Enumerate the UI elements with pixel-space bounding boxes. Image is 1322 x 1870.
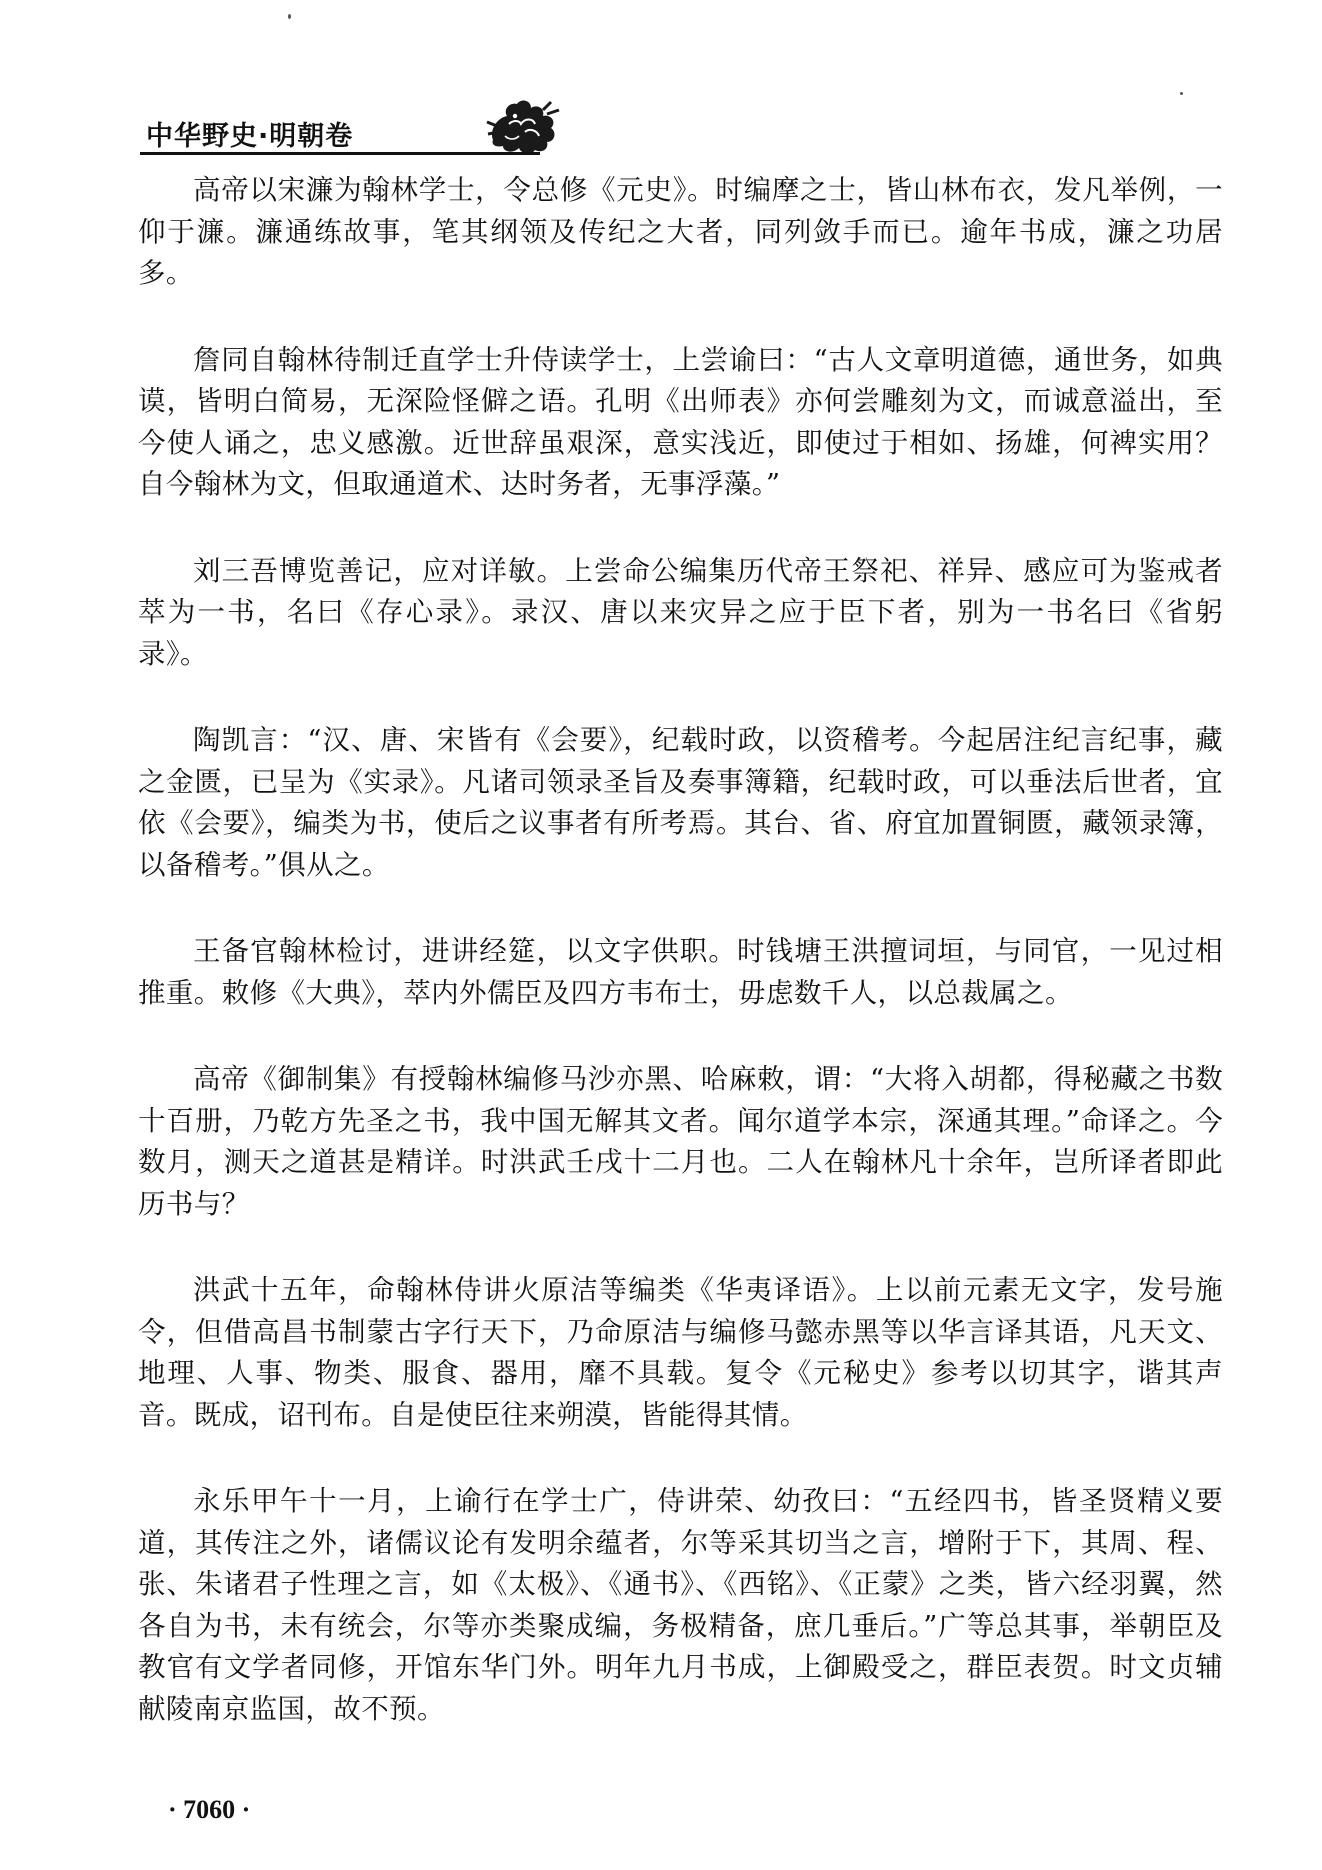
page-number: · 7060 ·	[168, 1795, 251, 1824]
paragraph: 永乐甲午十一月，上谕行在学士广，侍讲荣、幼孜曰：“五经四书，皆圣贤精义要道，其传注之外，诸儒议论有发明余蕴者，尔等采其切当之言，增附于下，其周、程、张、朱诸君子性理之言，如《太极》、《通书》、《西铭》、《正蒙》之类，皆六经羽翼，然各自为书，未有统会，尔等亦类聚成编，务极精备，庶几垂后。”广等总其事，举朝臣及教官有文学者同修，开馆东华门外。明年九月书成，上御殿受之，群臣表贺。时文贞辅献陵南京监国，故不预。	[138, 1485, 1223, 1725]
paragraph: 刘三吾博览善记，应对详敏。上尝命公编集历代帝王祭祀、祥异、感应可为鉴戒者萃为一书，名曰《存心录》。录汉、唐以来灾异之应于臣下者，别为一书名曰《省躬录》。	[138, 554, 1223, 670]
scan-speck	[288, 14, 291, 19]
body-text	[138, 170, 1223, 1775]
paragraph: 高帝《御制集》有授翰林编修马沙亦黑、哈麻敕，谓：“大将入胡都，得秘藏之书数十百册，乃乾方先圣之书，我中国无解其文者。闻尔道学本宗，深通其理。”命译之。今数月，测天之道甚是精详。时洪武壬戌十二月也。二人在翰林凡十余年，岂所译者即此历书与？	[138, 1063, 1223, 1220]
paragraph: 洪武十五年，命翰林侍讲火原洁等编类《华夷译语》。上以前元素无文字，发号施令，但借高昌书制蒙古字行天下，乃命原洁与编修马懿赤黑等以华言译其语，凡天文、地理、人事、物类、服食、器用，靡不具载。复令《元秘史》参考以切其字，谐其声音。既成，诏刊布。自是使臣往来朔漠，皆能得其情。	[138, 1274, 1223, 1431]
paragraph: 高帝以宋濂为翰林学士，令总修《元史》。时编摩之士，皆山林布衣，发凡举例，一仰于濂。濂通练故事，笔其纲领及传纪之大者，同列敛手而已。逾年书成，濂之功居多。	[138, 174, 1223, 289]
scan-speck	[1180, 92, 1183, 95]
dragon-emblem-icon	[485, 96, 565, 158]
running-header	[140, 96, 1120, 160]
book-title: 中华野史·明朝卷	[146, 121, 354, 152]
paragraph: 王备官翰林检讨，进讲经筵，以文字供职。时钱塘王洪擅词垣，与同官，一见过相推重。敕修《大典》，萃内外儒臣及四方韦布士，毋虑数千人，以总裁属之。	[138, 935, 1223, 1009]
paragraph: 陶凯言：“汉、唐、宋皆有《会要》，纪载时政，以资稽考。今起居注纪言纪事，藏之金匮，已呈为《实录》。凡诸司领录圣旨及奏事簿籍，纪载时政，可以垂法后世者，宜依《会要》，编类为书，使后之议事者有所考焉。其台、省、府宜加置铜匮，藏领录簿，以备稽考。”俱从之。	[138, 724, 1223, 881]
header-rule	[140, 152, 540, 155]
paragraph: 詹同自翰林待制迁直学士升侍读学士，上尝谕曰：“古人文章明道德，通世务，如典谟，皆明白简易，无深险怪僻之语。孔明《出师表》亦何尝雕刻为文，而诚意溢出，至今使人诵之，忠义感激。近世辞虽艰深，意实浅近，即使过于相如、扬雄，何裨实用？自今翰林为文，但取通道术、达时务者，无事浮藻。”	[138, 343, 1223, 500]
